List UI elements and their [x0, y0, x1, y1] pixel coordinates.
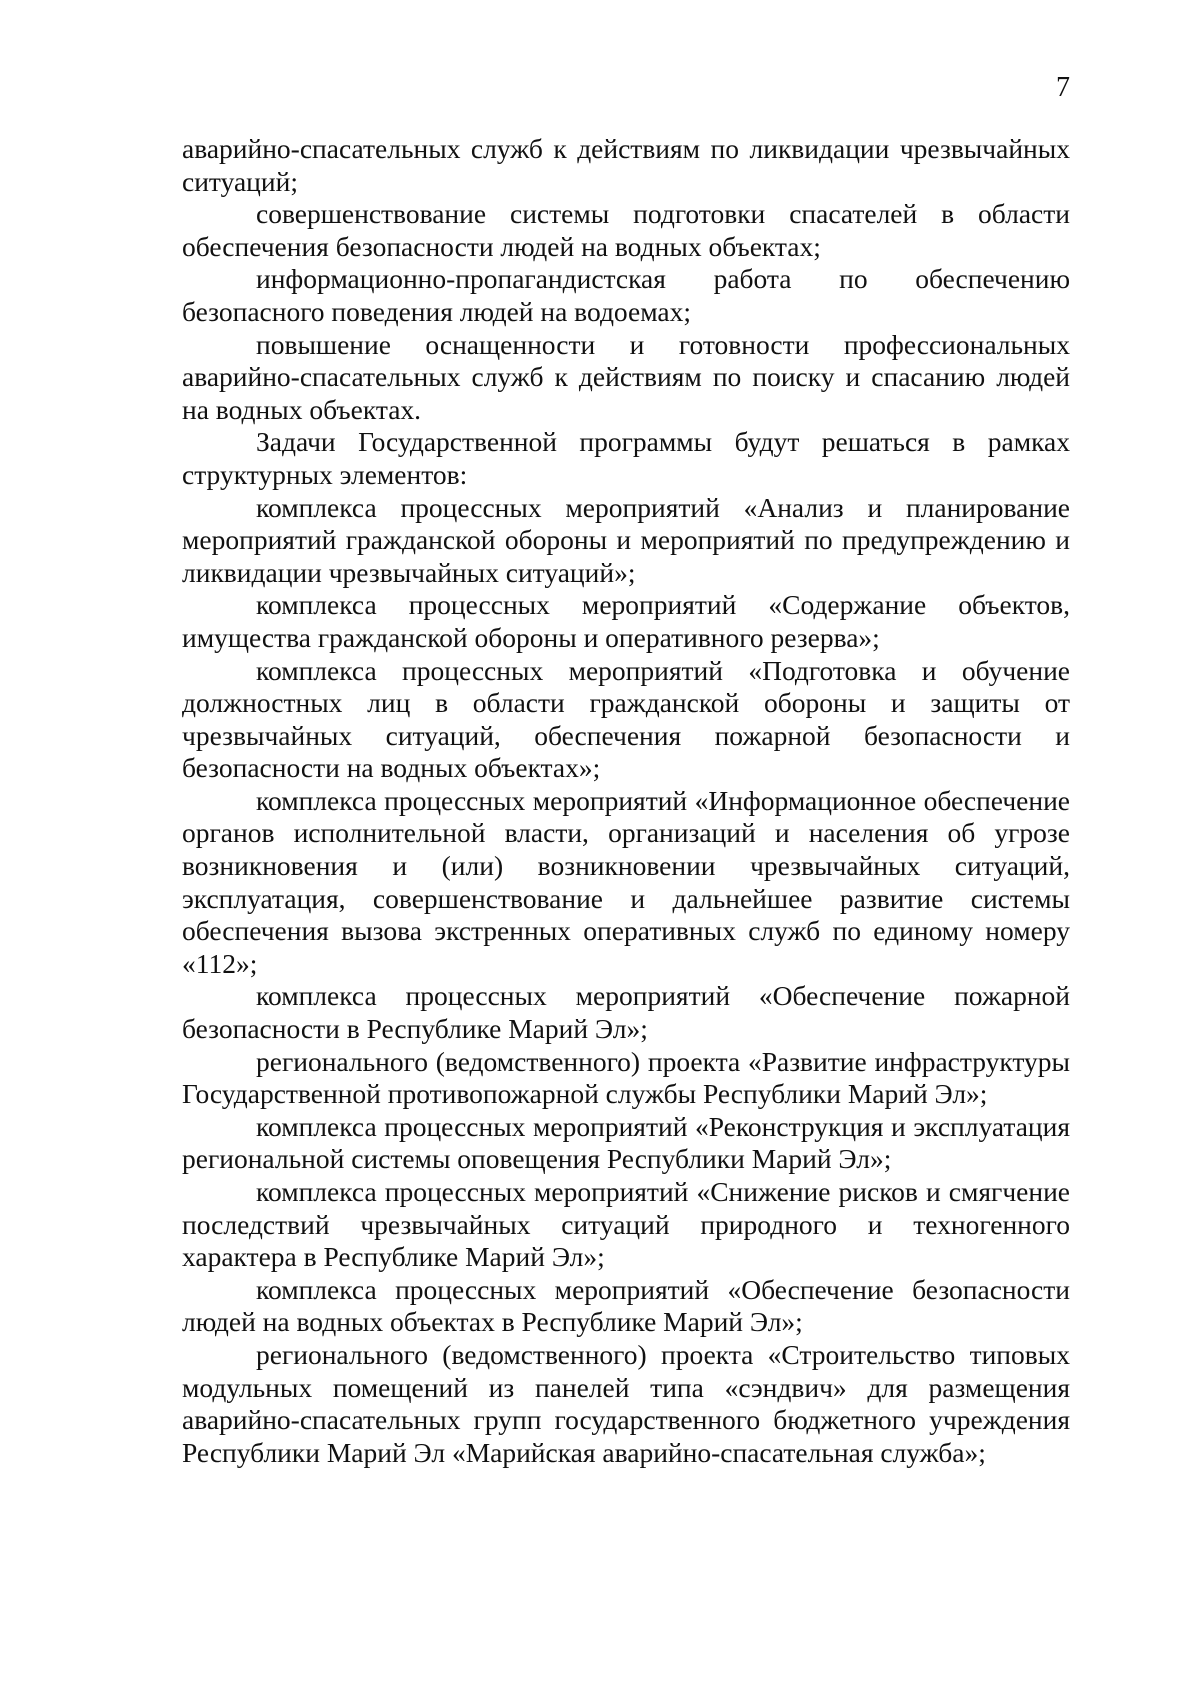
paragraph: комплекса процессных мероприятий «Информационное обеспечение органов исполнительной власти, организаций и населения об угрозе возникновения и (или) возникновении чрезвычайных ситуаций, эксплуатация, совершенствование и дальнейшее развитие системы обеспечения вызова экстренных оперативных служб по единому номеру «112»; — [182, 784, 1070, 979]
paragraph: информационно-пропагандистская работа по обеспечению безопасного поведения людей на водоемах; — [182, 263, 1070, 327]
paragraph: комплекса процессных мероприятий «Снижение рисков и смягчение последствий чрезвычайных ситуаций природного и техногенного характера в Республике Марий Эл»; — [182, 1176, 1070, 1273]
paragraph-continuation: аварийно-спасательных служб к действиям по ликвидации чрезвычайных ситуаций; — [182, 133, 1070, 197]
document-body — [182, 133, 1070, 1469]
paragraph: комплекса процессных мероприятий «Обеспечение безопасности людей на водных объектах в Республике Марий Эл»; — [182, 1273, 1070, 1338]
page-number: 7 — [1056, 72, 1070, 103]
paragraph: комплекса процессных мероприятий «Реконструкция и эксплуатация региональной системы оповещения Республики Марий Эл»; — [182, 1110, 1070, 1175]
paragraph: комплекса процессных мероприятий «Обеспечение пожарной безопасности в Республике Марий Эл»; — [182, 980, 1070, 1045]
paragraph: Задачи Государственной программы будут решаться в рамках структурных элементов: — [182, 426, 1070, 490]
paragraph: регионального (ведомственного) проекта «Строительство типовых модульных помещений из панелей типа «сэндвич» для размещения аварийно-спасательных групп государственного бюджетного учреждения Республики Марий Эл «Марийская аварийно-спасательная служба»; — [182, 1338, 1070, 1468]
paragraph: регионального (ведомственного) проекта «Развитие инфраструктуры Государственной противопожарной службы Республики Марий Эл»; — [182, 1045, 1070, 1110]
paragraph: комплекса процессных мероприятий «Анализ и планирование мероприятий гражданской обороны и мероприятий по предупреждению и ликвидации чрезвычайных ситуаций»; — [182, 491, 1070, 588]
paragraph: комплекса процессных мероприятий «Содержание объектов, имущества гражданской обороны и оперативного резерва»; — [182, 589, 1070, 653]
paragraph: повышение оснащенности и готовности профессиональных аварийно-спасательных служб к действиям по поиску и спасанию людей на водных объектах. — [182, 328, 1070, 425]
paragraph: комплекса процессных мероприятий «Подготовка и обучение должностных лиц в области гражданской обороны и защиты от чрезвычайных ситуаций, обеспечения пожарной безопасности и безопасности на водных объектах»; — [182, 654, 1070, 784]
paragraph: совершенствование системы подготовки спасателей в области обеспечения безопасности людей на водных объектах; — [182, 198, 1070, 262]
